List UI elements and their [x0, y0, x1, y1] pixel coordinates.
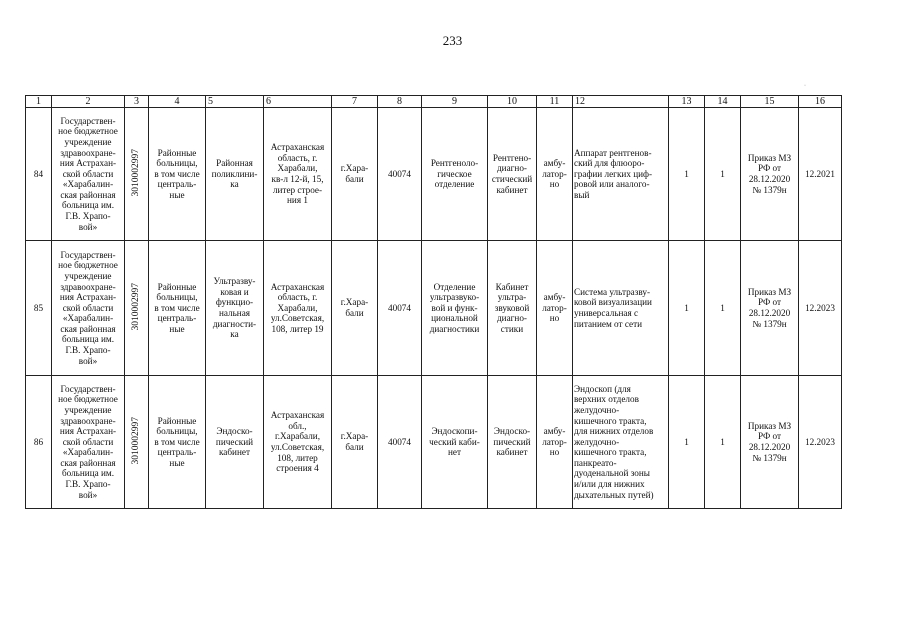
institution-code-cell — [125, 241, 149, 376]
institution-type: Районные больницы, в том числе централь- ные — [149, 108, 206, 241]
institution-code-cell — [125, 108, 149, 241]
target-date: 12.2023 — [799, 376, 842, 509]
column-number: 3 — [125, 96, 149, 108]
quantity-col14: 1 — [705, 108, 741, 241]
institution-name: Государствен- ное бюджетное учреждение здравоохране- ния Астрахан- ской области «Харабалин- ская районная больница им. Г.В. Храпо- вой» — [52, 241, 125, 376]
room: Рентгено- диагно- стический кабинет — [488, 108, 537, 241]
column-number: 11 — [537, 96, 573, 108]
department: Эндоскопи- ческий каби- нет — [422, 376, 488, 509]
address: Астраханская область, г. Харабали, кв-л 12-й, 15, литер строе- ния 1 — [264, 108, 332, 241]
equipment: Система ультразву- ковой визуализации универсальная с питанием от сети — [573, 241, 669, 376]
equipment-register-table — [25, 95, 842, 509]
institution-code-cell — [125, 376, 149, 509]
care-form: амбу- латор- но — [537, 241, 573, 376]
order-reference: Приказ МЗ РФ от 28.12.2020 № 1379н — [741, 108, 799, 241]
row-number: 86 — [26, 376, 52, 509]
column-number: 12 — [573, 96, 669, 108]
quantity-col13: 1 — [669, 376, 705, 509]
quantity-col13: 1 — [669, 241, 705, 376]
column-number: 7 — [332, 96, 378, 108]
column-number: 10 — [488, 96, 537, 108]
column-number: 2 — [52, 96, 125, 108]
row-number: 84 — [26, 108, 52, 241]
locality: г.Хара- бали — [332, 376, 378, 509]
address: Астраханская область, г. Харабали, ул.Советская, 108, литер 19 — [264, 241, 332, 376]
address: Астраханская обл., г.Харабали, ул.Советская, 108, литер строения 4 — [264, 376, 332, 509]
table-row — [26, 241, 842, 376]
locality: г.Хара- бали — [332, 108, 378, 241]
institution-name: Государствен- ное бюджетное учреждение здравоохране- ния Астрахан- ской области «Харабалин- ская районная больница им. Г.В. Храпо- вой» — [52, 108, 125, 241]
scan-artifact-dot: · — [804, 83, 806, 89]
institution-code: 3010002997 — [131, 416, 142, 465]
subdivision: Эндоско- пический кабинет — [206, 376, 264, 509]
column-number: 13 — [669, 96, 705, 108]
column-number: 4 — [149, 96, 206, 108]
institution-code: 3010002997 — [131, 148, 142, 197]
column-number: 16 — [799, 96, 842, 108]
target-date: 12.2023 — [799, 241, 842, 376]
quantity-col14: 1 — [705, 241, 741, 376]
oktmo-code: 40074 — [378, 241, 422, 376]
subdivision: Ультразву- ковая и функцио- нальная диагности- ка — [206, 241, 264, 376]
column-number: 15 — [741, 96, 799, 108]
institution-type: Районные больницы, в том числе централь- ные — [149, 241, 206, 376]
equipment: Аппарат рентгенов- ский для флюоро- графии легких циф- ровой или аналого- вый — [573, 108, 669, 241]
column-number: 8 — [378, 96, 422, 108]
column-number: 9 — [422, 96, 488, 108]
quantity-col14: 1 — [705, 376, 741, 509]
column-number: 6 — [264, 96, 332, 108]
quantity-col13: 1 — [669, 108, 705, 241]
row-number: 85 — [26, 241, 52, 376]
care-form: амбу- латор- но — [537, 376, 573, 509]
order-reference: Приказ МЗ РФ от 28.12.2020 № 1379н — [741, 376, 799, 509]
page-number: 233 — [442, 33, 463, 48]
institution-code: 3010002997 — [131, 282, 142, 331]
table-row — [26, 376, 842, 509]
column-number-row — [26, 96, 842, 108]
column-number: 5 — [206, 96, 264, 108]
oktmo-code: 40074 — [378, 108, 422, 241]
room: Кабинет ультра- звуковой диагно- стики — [488, 241, 537, 376]
subdivision: Районная поликлини- ка — [206, 108, 264, 241]
department: Отделение ультразвуко- вой и функ- циональной диагностики — [422, 241, 488, 376]
care-form: амбу- латор- но — [537, 108, 573, 241]
column-number: 14 — [705, 96, 741, 108]
room: Эндоско- пический кабинет — [488, 376, 537, 509]
locality: г.Хара- бали — [332, 241, 378, 376]
target-date: 12.2021 — [799, 108, 842, 241]
institution-type: Районные больницы, в том числе централь- ные — [149, 376, 206, 509]
equipment: Эндоскоп (для верхних отделов желудочно- кишечного тракта, для нижних отделов желудочно- кишечного тракта, панкреато- дуоденальной зоны и/или для нижних дыхательных путей) — [573, 376, 669, 509]
department: Рентгеноло- гическое отделение — [422, 108, 488, 241]
institution-name: Государствен- ное бюджетное учреждение здравоохране- ния Астрахан- ской области «Харабалин- ская районная больница им. Г.В. Храпо- вой» — [52, 376, 125, 509]
oktmo-code: 40074 — [378, 376, 422, 509]
table-row — [26, 108, 842, 241]
order-reference: Приказ МЗ РФ от 28.12.2020 № 1379н — [741, 241, 799, 376]
column-number: 1 — [26, 96, 52, 108]
